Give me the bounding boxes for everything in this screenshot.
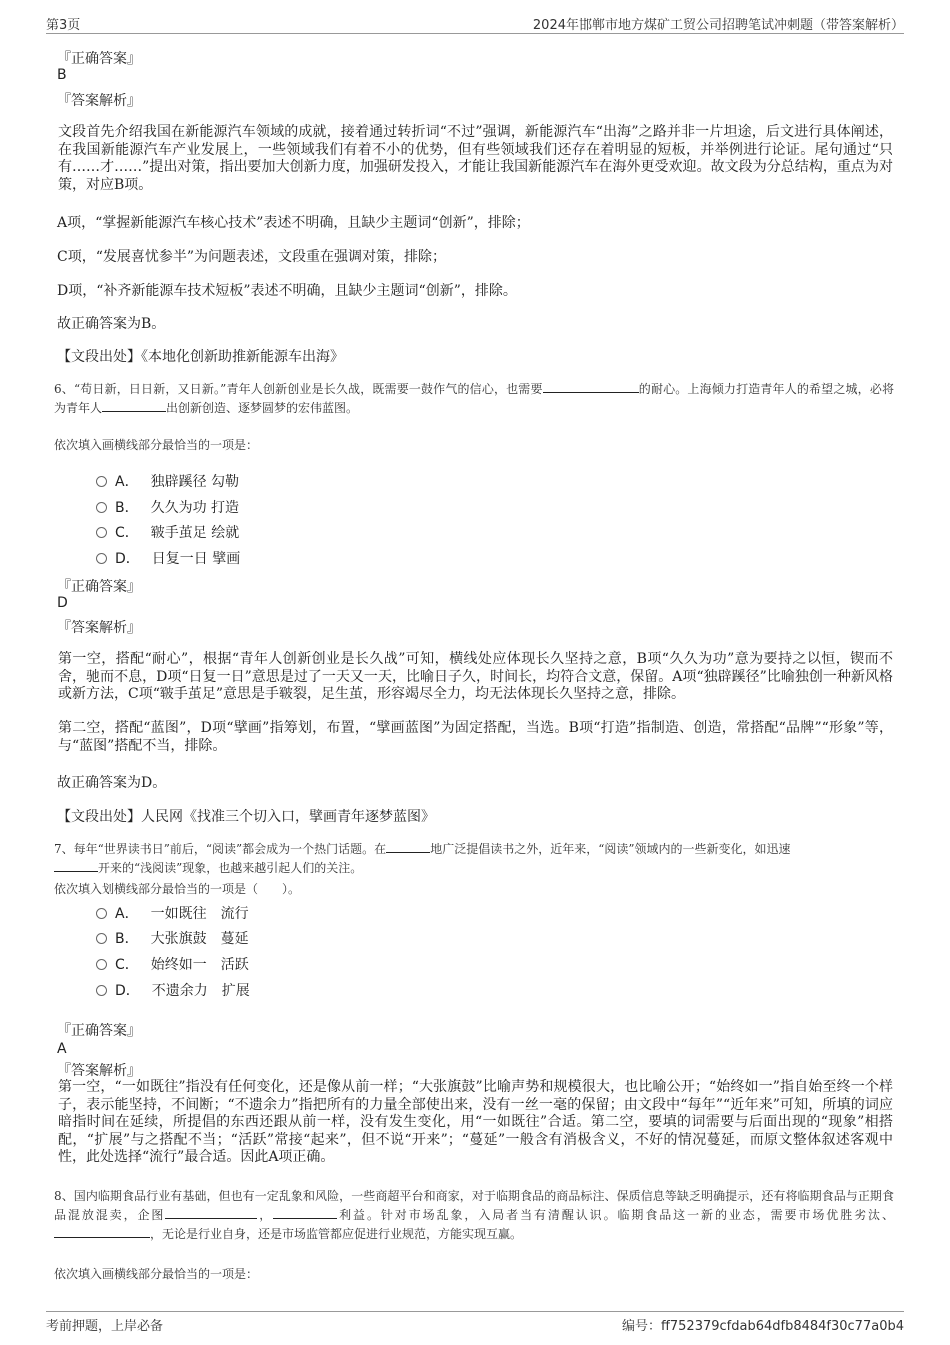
q7-blank-1 — [386, 840, 430, 853]
q8-prompt: 依次填入画横线部分最恰当的一项是： — [54, 1267, 259, 1281]
radio-icon[interactable] — [96, 959, 107, 970]
radio-icon[interactable] — [96, 985, 107, 996]
q7-answer: A — [57, 1041, 67, 1057]
q6-conclusion: 故正确答案为D。 — [57, 775, 167, 791]
q6-answer-label: 『正确答案』 — [57, 579, 141, 595]
footer-divider — [46, 1311, 904, 1312]
header-divider — [46, 33, 904, 34]
q6-analysis-p1: 第一空，搭配“耐心”，根据“青年人创新创业是长久战”可知，横线处应体现长久坚持之意，B项“久久为功”意为要持之以恒，锲而不舍，驰而不息，D项“日复一日”意思是过了一天又一天，比喻日子久，时间长，均符合文意，保留。A项“独辟蹊径”比喻独创一种新风格或新方法，C项“皲手茧足”意思是手皲裂，足生茧，形容竭尽全力，均无法体现长久坚持之意，排除。 — [58, 651, 893, 702]
q6-prompt: 依次填入画横线部分最恰当的一项是： — [54, 438, 259, 452]
q6-option-a[interactable]: A． 独辟蹊径 勾勒 — [96, 471, 239, 491]
q7-analysis: 第一空，“一如既往”指没有任何变化，还是像从前一样；“大张旗鼓”比喻声势和规模很大，也比喻公开；“始终如一”指自始至终一个样子，表示能坚持，不间断；“不遗余力”指把所有的力量全部使出来，没有一丝一毫的保留；由文段中“每年”“近年来”可知，所填的词应暗指时间在延续，所提倡的东西还跟从前一样，没有发生变化，用“一如既往”合适。第二空，要填的词需要与后面出现的“现象”相搭配，“扩展”与之搭配不当；“活跃”常接“起来”，但不说“开来”；“蔓延”一般含有消极含义，不好的情况蔓延，而原文整体叙述客观中性，此处选择“流行”最合适。因此A项正确。 — [58, 1079, 893, 1165]
radio-icon[interactable] — [96, 502, 107, 513]
q7-stem: 7、每年“世界读书日”前后，“阅读”都会成为一个热门话题。在 地广泛提倡读书之外，近年来，“阅读”领域内的一些新变化，如迅速 开来的“浅阅读”现象，也越来越引起人们的关注。 — [54, 842, 791, 875]
q7-prompt: 依次填入划横线部分最恰当的一项是（ ）。 — [54, 882, 301, 896]
q5-conclusion: 故正确答案为B。 — [57, 316, 166, 332]
q6-stem: 6、“苟日新，日日新，又日新。”青年人创新创业是长久战，既需要一鼓作气的信心，也需要 的耐心。上海倾力打造青年人的希望之城，必将为青年人 出创新创造、逐梦圆梦的宏伟蓝图。 — [54, 382, 894, 415]
q5-answer: B — [57, 67, 67, 83]
page-number: 第3页 — [46, 18, 81, 33]
q7-option-d[interactable]: D． 不遗余力 扩展 — [96, 980, 250, 1000]
q6-option-b[interactable]: B． 久久为功 打造 — [96, 497, 239, 517]
q8-blank-3 — [54, 1225, 150, 1238]
q5-answer-label: 『正确答案』 — [57, 51, 141, 67]
q6-option-d[interactable]: D． 日复一日 擘画 — [96, 548, 240, 568]
q7-option-c[interactable]: C． 始终如一 活跃 — [96, 954, 249, 974]
footer-slogan: 考前押题，上岸必备 — [46, 1319, 164, 1334]
q6-answer: D — [57, 595, 68, 611]
q5-analysis-p3: C项，“发展喜忧参半”为问题表述，文段重在强调对策，排除； — [57, 249, 447, 265]
q8-stem: 8、国内临期食品行业有基础，但也有一定乱象和风险，一些商超平台和商家，对于临期食品的商品标注、保质信息等缺乏明确提示，还有将临期食品与正期食品混放混卖，企图 ， 利益。针对市场乱象，入局者当有清醒认识。临期食品这一新的业态，需要市场优胜劣汰、，无论是行业自身，还是市场监管都应促进行业规范，方能实现互赢。 — [54, 1189, 894, 1241]
document-code: 编号：ff752379cfdab64dfb8484f30c77a0b4 — [621, 1319, 904, 1334]
q6-option-c[interactable]: C． 皲手茧足 绘就 — [96, 522, 239, 542]
q7-option-a[interactable]: A． 一如既往 流行 — [96, 903, 249, 923]
q7-answer-label: 『正确答案』 — [57, 1023, 141, 1039]
q5-analysis-p1: 文段首先介绍我国在新能源汽车领域的成就，接着通过转折词“不过”强调，新能源汽车“出海”之路并非一片坦途，后文进行具体阐述，在我国新能源汽车产业发展上，一些领域我们有着不小的优势，但有些领域我们还存在着明显的短板，并举例进行论证。尾句通过“只有……才……”提出对策，指出要加大创新力度，加强研发投入，才能让我国新能源汽车在海外更受欢迎。故文段为分总结构，重点为对策，对应B项。 — [58, 124, 893, 193]
q6-blank-2 — [102, 399, 166, 412]
q6-analysis-p2: 第二空，搭配“蓝图”，D项“擘画”指筹划，布置，“擘画蓝图”为固定搭配，当选。B项“打造”指制造、创造，常搭配“品牌”“形象”等，与“蓝图”搭配不当，排除。 — [58, 720, 893, 754]
radio-icon[interactable] — [96, 476, 107, 487]
q7-option-b[interactable]: B． 大张旗鼓 蔓延 — [96, 928, 249, 948]
q5-source: 【文段出处】《本地化创新助推新能源车出海》 — [57, 349, 344, 365]
q5-analysis-p4: D项，“补齐新能源车技术短板”表述不明确，且缺少主题词“创新”，排除。 — [57, 283, 517, 299]
q5-analysis-p2: A项，“掌握新能源汽车核心技术”表述不明确，且缺少主题词“创新”，排除； — [57, 215, 530, 231]
radio-icon[interactable] — [96, 933, 107, 944]
q7-analysis-label: 『答案解析』 — [57, 1063, 141, 1079]
q6-blank-1 — [543, 380, 639, 393]
q5-analysis-label: 『答案解析』 — [57, 93, 141, 109]
q8-blank-2 — [273, 1206, 337, 1219]
radio-icon[interactable] — [96, 553, 107, 564]
radio-icon[interactable] — [96, 527, 107, 538]
q6-source: 【文段出处】人民网《找准三个切入口，擘画青年逐梦蓝图》 — [57, 809, 435, 825]
q7-blank-2 — [54, 859, 98, 872]
document-title: 2024年邯郸市地方煤矿工贸公司招聘笔试冲刺题（带答案解析） — [532, 18, 904, 33]
radio-icon[interactable] — [96, 908, 107, 919]
q6-analysis-label: 『答案解析』 — [57, 620, 141, 636]
q8-blank-1 — [165, 1206, 257, 1219]
